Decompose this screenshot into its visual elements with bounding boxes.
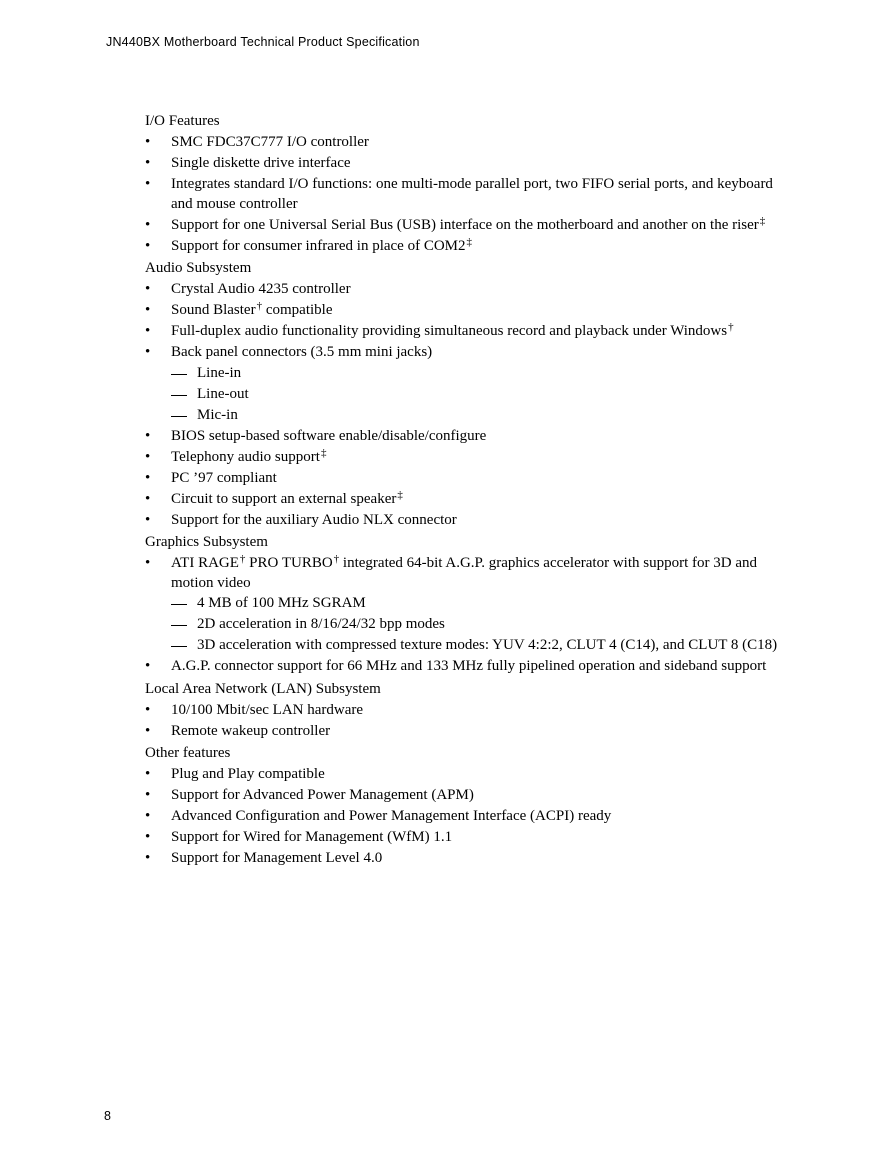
sub-list [145, 364, 785, 426]
feature-list [145, 133, 785, 256]
list-item: • Support for one Universal Serial Bus (USB) interface on the motherboard and another on the riser‡ [145, 216, 785, 236]
sub-list-item: Line-in [145, 364, 785, 384]
footnote-mark: ‡ [759, 214, 766, 227]
list-item: • Support for consumer infrared in place of COM2‡ [145, 237, 785, 257]
page-number: 8 [104, 1109, 111, 1123]
list-item: • 10/100 Mbit/sec LAN hardware [145, 701, 785, 721]
list-item: • Remote wakeup controller [145, 722, 785, 742]
footnote-mark: † [333, 553, 340, 565]
list-item: • Crystal Audio 4235 controller [145, 280, 785, 300]
list-item: • Full-duplex audio functionality providing simultaneous record and playback under Windows† [145, 322, 785, 342]
section-heading: Other features [145, 745, 231, 761]
feature-list [145, 765, 785, 869]
list-item: • Single diskette drive interface [145, 154, 785, 174]
section-other-features [145, 744, 785, 869]
list-item: • BIOS setup-based software enable/disable/configure [145, 427, 785, 447]
spec-content [145, 112, 785, 872]
section-heading: Audio Subsystem [145, 260, 252, 276]
sub-list-item: 2D acceleration in 8/16/24/32 bpp modes [145, 615, 785, 635]
list-item: • Plug and Play compatible [145, 765, 785, 785]
list-item: • A.G.P. connector support for 66 MHz and 133 MHz fully pipelined operation and sideband support [145, 657, 785, 677]
footnote-mark: ‡ [320, 446, 327, 459]
list-item: • Back panel connectors (3.5 mm mini jacks) Line-in Line-out Mic-in [145, 343, 785, 425]
list-item: • ATI RAGE† PRO TURBO† integrated 64-bit A.G.P. graphics accelerator with support for 3D and motion video 4 MB of 100 MHz SGRAM 2D acceleration in 8/16/24/32 bpp modes 3D acceleration with compressed texture modes: YUV 4:2:2, CLUT 4 (C14), and CLUT 8 (C18) [145, 554, 785, 656]
running-header: JN440BX Motherboard Technical Product Specification [106, 35, 420, 49]
feature-list [145, 280, 785, 530]
section-graphics-subsystem [145, 533, 785, 677]
feature-list [145, 554, 785, 677]
section-heading: Local Area Network (LAN) Subsystem [145, 680, 381, 697]
list-item: • Support for Wired for Management (WfM) 1.1 [145, 828, 785, 848]
list-item: • Sound Blaster† compatible [145, 301, 785, 321]
sub-list [145, 594, 785, 656]
footnote-mark: † [256, 300, 263, 312]
list-item: • Support for the auxiliary Audio NLX connector [145, 511, 785, 531]
list-item: • Integrates standard I/O functions: one multi-mode parallel port, two FIFO serial ports, and keyboard and mouse controller [145, 175, 785, 214]
section-audio-subsystem [145, 259, 785, 530]
list-item: • Circuit to support an external speaker‡ [145, 490, 785, 510]
section-io-features [145, 112, 785, 256]
sub-list-item: 4 MB of 100 MHz SGRAM [145, 594, 785, 614]
section-heading: Graphics Subsystem [145, 534, 268, 550]
list-item: • Telephony audio support‡ [145, 448, 785, 468]
list-item: • Support for Management Level 4.0 [145, 849, 785, 869]
sub-list-item: Mic-in [145, 406, 785, 426]
feature-list [145, 701, 785, 742]
list-item: • PC ’97 compliant [145, 469, 785, 489]
footnote-mark: † [728, 321, 734, 333]
footnote-mark: ‡ [397, 488, 403, 501]
sub-list-item: Line-out [145, 385, 785, 405]
list-item: • Support for Advanced Power Management (APM) [145, 786, 785, 806]
footnote-mark: ‡ [466, 235, 473, 248]
list-item: • SMC FDC37C777 I/O controller [145, 133, 785, 153]
sub-list-item: 3D acceleration with compressed texture modes: YUV 4:2:2, CLUT 4 (C14), and CLUT 8 (C18) [145, 636, 785, 656]
section-heading: I/O Features [145, 113, 220, 129]
section-lan-subsystem [145, 680, 785, 742]
footnote-mark: † [239, 553, 246, 565]
list-item: • Advanced Configuration and Power Management Interface (ACPI) ready [145, 807, 785, 827]
